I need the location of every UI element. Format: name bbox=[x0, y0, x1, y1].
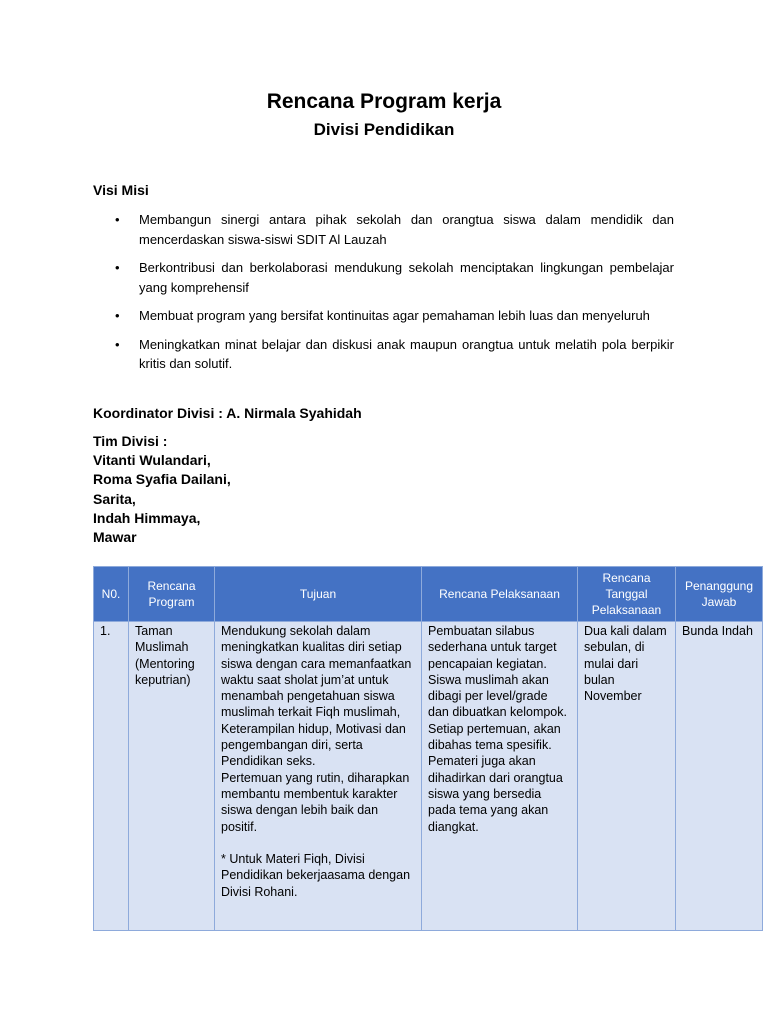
cell-penanggung-jawab: Bunda Indah bbox=[676, 622, 763, 931]
cell-no: 1. bbox=[94, 622, 129, 931]
team-heading: Tim Divisi : bbox=[93, 433, 168, 449]
list-item bbox=[93, 335, 674, 374]
cell-rencana-program: Taman Muslimah (Mentoring keputrian) bbox=[129, 622, 215, 931]
cell-rencana-pelaksanaan: Pembuatan silabus sederhana untuk target pencapaian kegiatan. Siswa muslimah akan dibagi per level/grade dan dibuatkan kelompok. Setiap pertemuan, akan dibahas tema spesifik. Pemateri juga akan dihadirkan dari orangtua siswa yang bersedia pada tema yang akan diangkat. bbox=[422, 622, 578, 931]
cell-rencana-tanggal: Dua kali dalam sebulan, di mulai dari bulan November bbox=[578, 622, 676, 931]
mission-text: Meningkatkan minat belajar dan diskusi anak maupun orangtua untuk melatih pola berpikir kritis dan solutif. bbox=[139, 336, 674, 371]
team-member: Indah Himmaya, bbox=[93, 509, 201, 526]
table-header-row bbox=[94, 567, 763, 622]
bullet-icon: • bbox=[115, 212, 120, 227]
team-member: Vitanti Wulandari, bbox=[93, 452, 211, 469]
bullet-icon: • bbox=[115, 260, 120, 275]
page-title: Rencana Program kerja bbox=[266, 90, 502, 113]
mission-text: Berkontribusi dan berkolaborasi mendukung sekolah menciptakan lingkungan pembelajar yang komprehensif bbox=[139, 260, 674, 295]
list-item bbox=[93, 210, 674, 249]
mission-text: Membangun sinergi antara pihak sekolah dan orangtua siswa dalam mendidik dan mencerdaskan siswa-siswi SDIT Al Lauzah bbox=[139, 212, 674, 247]
table-row bbox=[94, 622, 763, 931]
team-member: Sarita, bbox=[93, 490, 136, 507]
coordinator-line: Koordinator Divisi : A. Nirmala Syahidah bbox=[93, 405, 362, 421]
bullet-icon: • bbox=[115, 308, 120, 323]
header-rencana-pelaksanaan: Rencana Pelaksanaan bbox=[422, 567, 578, 622]
header-no: N0. bbox=[94, 567, 129, 622]
team-member: Mawar bbox=[93, 529, 137, 546]
list-item bbox=[93, 258, 674, 297]
page-subtitle: Divisi Pendidikan bbox=[313, 120, 455, 139]
mission-list bbox=[93, 210, 674, 383]
cell-tujuan: Mendukung sekolah dalam meningkatkan kualitas diri setiap siswa dengan cara memanfaatkan waktu saat sholat jum’at untuk menambah pengetahuan siswa muslimah terkait Fiqh muslimah, Keterampilan hidup, Motivasi dan pengembangan diri, serta Pendidikan seks. Pertemuan yang rutin, diharapkan membantu membentuk karakter siswa dengan lebih baik dan positif. * Untuk Materi Fiqh, Divisi Pendidikan bekerjaasama dengan Divisi Rohani. bbox=[215, 622, 422, 931]
header-rencana-tanggal: Rencana Tanggal Pelaksanaan bbox=[578, 567, 676, 622]
mission-text: Membuat program yang bersifat kontinuitas agar pemahaman lebih luas dan menyeluruh bbox=[139, 308, 650, 323]
bullet-icon: • bbox=[115, 336, 120, 352]
list-item bbox=[93, 306, 674, 326]
visi-misi-heading: Visi Misi bbox=[93, 182, 149, 198]
team-block bbox=[93, 432, 231, 547]
program-table bbox=[93, 566, 763, 931]
header-tujuan: Tujuan bbox=[215, 567, 422, 622]
team-member: Roma Syafia Dailani, bbox=[93, 471, 231, 488]
header-penanggung-jawab: Penanggung Jawab bbox=[676, 567, 763, 622]
header-rencana-program: Rencana Program bbox=[129, 567, 215, 622]
